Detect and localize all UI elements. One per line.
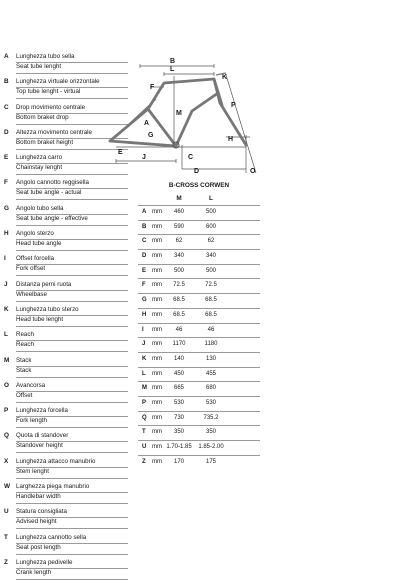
row-value-m: 72.5 (173, 282, 185, 289)
row-value-l: 62 (207, 238, 215, 245)
legend-row (4, 559, 128, 584)
table-row (138, 323, 260, 338)
diagram-label: A (144, 120, 150, 127)
divider (16, 452, 128, 453)
legend-row (4, 179, 128, 204)
row-value-l: 455 (205, 370, 216, 377)
row-unit: mm (152, 297, 162, 304)
row-letter: I (142, 326, 144, 333)
row-value-l: 1180 (204, 341, 218, 348)
table-row (138, 308, 260, 323)
row-value-l: 68.5 (205, 297, 217, 304)
legend-row (4, 306, 128, 331)
row-unit: mm (152, 458, 162, 465)
table-body (138, 205, 260, 469)
legend-label-english: Fork length (16, 417, 47, 425)
divider (16, 554, 128, 555)
legend-row (4, 357, 128, 382)
legend-label-english: Bottom braket height (16, 138, 74, 146)
legend-label-english: Reach (16, 341, 34, 349)
row-value-m: 665 (173, 385, 184, 392)
divider (16, 478, 128, 479)
legend-letter: F (4, 179, 8, 187)
table-row (138, 396, 260, 411)
legend-label-italian: Lunghezza cannotto sella (16, 533, 87, 541)
row-unit: mm (152, 385, 162, 392)
legend-label-english: Advised height (16, 518, 57, 526)
divider (16, 250, 128, 251)
row-value-m: 350 (173, 429, 184, 436)
legend-letter: H (4, 230, 9, 238)
legend-letter: J (4, 280, 8, 288)
row-unit: mm (152, 267, 162, 274)
table-row (138, 381, 260, 396)
legend-letter: Z (4, 558, 8, 566)
row-value-m: 46 (175, 326, 183, 333)
legend-label-italian: Larghezza piega manubrio (16, 483, 90, 491)
row-unit: mm (152, 282, 162, 289)
row-value-l: 500 (205, 267, 216, 274)
divider (16, 366, 128, 367)
row-value-m: 1.70-1.85 (166, 444, 192, 450)
legend-label-italian: Lunghezza attacco manubrio (16, 457, 96, 465)
legend-label-italian: Lunghezza virtuale orizzontale (16, 78, 100, 86)
table-row (138, 293, 260, 308)
row-value-l: 530 (205, 399, 216, 406)
row-value-l: 68.5 (205, 311, 217, 318)
legend-row (4, 205, 128, 230)
diagram-label: L (170, 66, 175, 73)
table-row (138, 425, 260, 440)
diagram-label: J (142, 154, 146, 161)
legend-label-english: Stem lenght (16, 467, 50, 475)
legend-letter: P (4, 407, 9, 415)
table-row (138, 249, 260, 264)
table-row (138, 455, 260, 470)
row-letter: P (142, 399, 147, 406)
legend-label-italian: Avancorsa (16, 381, 46, 389)
legend-label-english: Wheelbase (16, 290, 47, 298)
row-letter: T (142, 429, 146, 436)
legend-label-english: Seat tube angle - effective (16, 214, 88, 222)
row-value-m: 530 (173, 399, 184, 406)
row-letter: J (142, 341, 146, 348)
row-value-m: 140 (173, 355, 184, 362)
row-unit: mm (152, 444, 162, 450)
legend-label-italian: Lunghezza forcella (16, 407, 68, 415)
legend-letter: X (4, 457, 9, 465)
legend-letter: U (4, 508, 9, 516)
row-letter: M (142, 385, 147, 392)
row-value-m: 1170 (172, 341, 186, 348)
row-unit: mm (152, 311, 162, 318)
diagram-label: D (194, 168, 200, 175)
row-unit: mm (152, 253, 162, 260)
row-unit: mm (152, 209, 162, 215)
legend-label-italian: Quota di standover (16, 432, 69, 440)
row-value-m: 590 (173, 223, 184, 230)
legend-label-italian: Drop movimento centrale (16, 103, 86, 111)
column-header-m: M (176, 195, 182, 202)
row-value-l: 72.5 (205, 282, 217, 289)
column-header-l: L (209, 195, 213, 202)
row-unit: mm (152, 355, 162, 362)
table-row (138, 264, 260, 279)
legend-row (4, 483, 128, 508)
legend-row (4, 432, 128, 457)
divider (16, 503, 128, 504)
legend-label-english: Seat tube lenght (16, 63, 62, 70)
legend-label-english: Offset (16, 391, 33, 399)
row-unit: mm (152, 341, 162, 348)
legend-label-english: Stack (16, 366, 32, 374)
legend-label-english: Bottom braket drop (16, 113, 69, 121)
table-row (138, 205, 260, 220)
legend-row (4, 534, 128, 559)
legend-label-english: Head tube lenght (16, 315, 64, 323)
legend-letter: E (4, 154, 9, 162)
row-value-m: 460 (173, 209, 184, 215)
row-value-m: 500 (173, 267, 184, 274)
row-letter: G (142, 297, 147, 304)
row-unit: mm (152, 223, 162, 230)
table-row (138, 352, 260, 367)
row-value-m: 68.5 (173, 311, 185, 318)
legend-label-italian: Altezza movimento centrale (16, 128, 93, 136)
row-letter: C (142, 238, 147, 245)
row-value-l: 340 (205, 253, 216, 260)
frame-geometry-diagram (98, 53, 268, 178)
divider (16, 199, 128, 200)
legend-label-english: Top tube lenght - virtual (16, 88, 81, 96)
divider (16, 326, 128, 327)
divider (16, 391, 128, 392)
row-value-m: 68.5 (173, 297, 185, 304)
legend-letter: M (4, 356, 10, 364)
divider (16, 579, 128, 580)
legend-letter: L (4, 331, 8, 339)
row-value-l: 600 (205, 223, 216, 230)
table-row (138, 220, 260, 235)
legend-label-italian: Lunghezza carro (16, 154, 63, 162)
table-title: B-CROSS CORWEN (168, 182, 230, 189)
legend-label-italian: Stack (16, 356, 32, 364)
table-row (138, 411, 260, 426)
row-value-m: 170 (173, 458, 184, 465)
row-value-l: 680 (205, 385, 216, 392)
legend-label-italian: Reach (16, 331, 34, 339)
legend-letter: G (4, 204, 9, 212)
divider (16, 351, 128, 352)
row-letter: H (142, 311, 147, 318)
legend-label-italian: Lunghezza tubo sella (16, 53, 75, 60)
legend-label-italian: Angolo sterzo (16, 230, 54, 238)
legend-label-english: Chainstay lenght (16, 164, 63, 172)
row-unit: mm (152, 429, 162, 436)
table-row (138, 278, 260, 293)
legend-label-english: Head tube angle (16, 240, 62, 248)
legend-letter: I (4, 255, 6, 263)
row-unit: mm (152, 326, 162, 333)
row-letter: L (142, 370, 146, 377)
legend-row (4, 382, 128, 407)
divider (16, 225, 128, 226)
row-value-m: 450 (173, 370, 184, 377)
legend-row (4, 407, 128, 432)
table-row (138, 337, 260, 352)
legend-row (4, 255, 128, 280)
legend-letter: T (4, 533, 8, 541)
divider (16, 427, 128, 428)
row-value-m: 340 (173, 253, 184, 260)
legend-letter: B (4, 78, 9, 86)
row-value-l: 46 (207, 326, 215, 333)
legend-label-english: Handlebar width (16, 493, 61, 501)
legend-letter: A (4, 53, 9, 60)
legend-label-italian: Statura consigliata (16, 508, 67, 516)
row-unit: mm (152, 414, 162, 421)
divider (16, 377, 128, 378)
row-letter: D (142, 253, 147, 260)
legend-label-english: Crank length (16, 568, 52, 576)
diagram-label: O (250, 168, 256, 175)
row-letter: Z (142, 458, 146, 465)
row-value-l: 1.85-2.00 (198, 444, 224, 450)
diagram-label: F (150, 84, 155, 91)
row-value-l: 130 (205, 355, 216, 362)
divider (16, 528, 128, 529)
row-value-l: 350 (205, 429, 216, 436)
diagram-label: M (176, 110, 182, 117)
diagram-label: K (222, 74, 228, 81)
diagram-label: E (118, 149, 123, 156)
diagram-label: P (231, 102, 236, 109)
legend-letter: D (4, 128, 9, 136)
legend-letter: Q (4, 432, 9, 440)
row-value-l: 500 (205, 209, 216, 215)
legend-label-italian: Lunghezza pedivelle (16, 558, 73, 566)
legend-row (4, 281, 128, 306)
diagram-label: C (188, 154, 194, 161)
row-letter: U (142, 444, 147, 450)
legend-row (4, 331, 128, 356)
legend-letter: K (4, 305, 9, 313)
legend-label-english: Standover height (16, 442, 63, 450)
legend-row (4, 508, 128, 533)
diagram-label: G (148, 132, 154, 139)
legend-label-italian: Angolo cannotto reggisella (16, 179, 89, 187)
row-letter: K (142, 355, 147, 362)
row-letter: B (142, 223, 147, 230)
row-value-l: 175 (205, 458, 216, 465)
legend-label-italian: Lunghezza tubo sterzo (16, 305, 79, 313)
legend-letter: O (4, 381, 9, 389)
table-row (138, 234, 260, 249)
divider (16, 301, 128, 302)
row-letter: E (142, 267, 147, 274)
legend-label-italian: Offset forcella (16, 255, 55, 263)
row-letter: F (142, 282, 146, 289)
divider (16, 402, 128, 403)
legend-label-english: Fork offset (16, 265, 46, 273)
legend-letter: C (4, 103, 9, 111)
row-value-m: 62 (175, 238, 183, 245)
table-row (138, 440, 260, 455)
row-letter: A (142, 209, 147, 215)
row-unit: mm (152, 238, 162, 245)
row-value-l: 735.2 (203, 414, 219, 421)
row-unit: mm (152, 370, 162, 377)
legend-label-english: Seat post length (16, 543, 61, 551)
legend-row (4, 230, 128, 255)
legend-letter: W (4, 483, 11, 491)
legend-row (4, 458, 128, 483)
legend-label-italian: Angolo tubo sella (16, 204, 64, 212)
diagram-label: H (228, 136, 234, 143)
legend-label-italian: Distanza perni ruota (16, 280, 72, 288)
table-row (138, 367, 260, 382)
row-unit: mm (152, 399, 162, 406)
diagram-label: B (170, 58, 176, 65)
row-value-m: 730 (173, 414, 184, 421)
row-letter: Q (142, 414, 147, 421)
legend-label-english: Seat tube angle - actual (16, 189, 82, 197)
divider (16, 275, 128, 276)
